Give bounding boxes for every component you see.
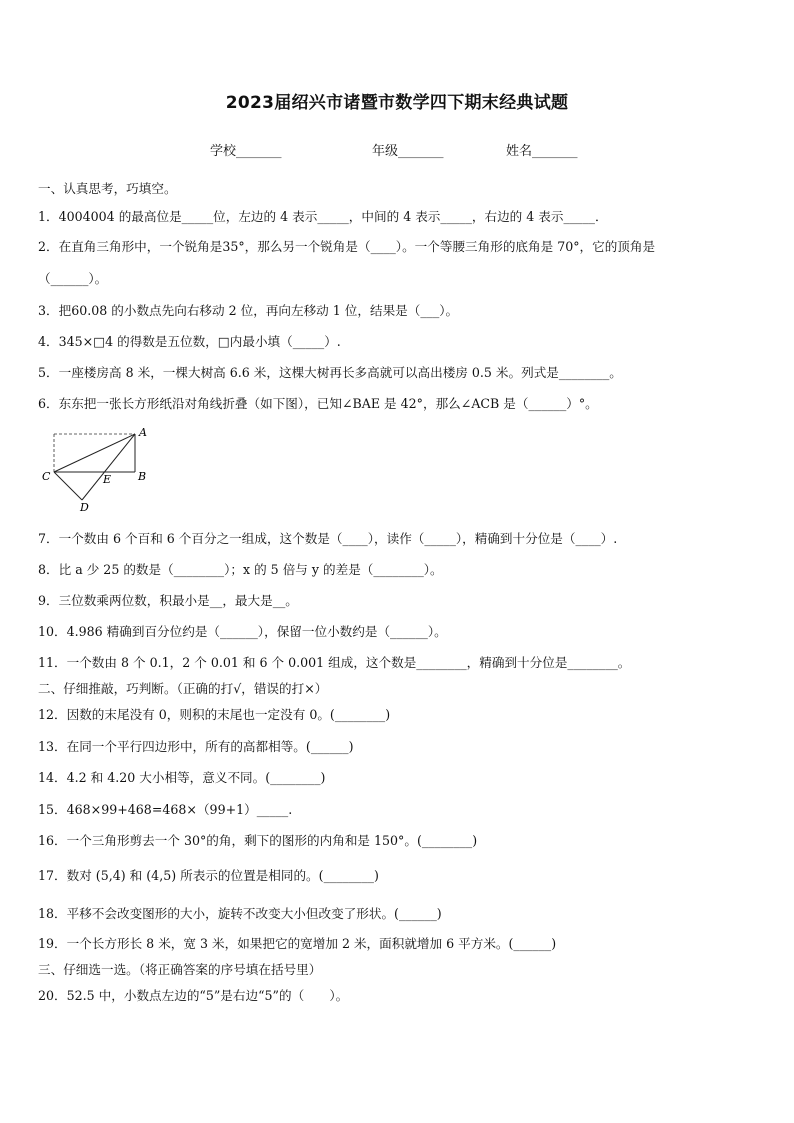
question-12: 12．因数的末尾没有 0，则积的末尾也一定没有 0。(________) [38, 707, 391, 722]
question-5: 5．一座楼房高 8 米，一棵大树高 6.6 米，这棵大树再长多高就可以高出楼房 0.5 米。列式是________。 [38, 365, 622, 380]
question-4: 4．345×□4 的得数是五位数，□内最小填（_____）. [38, 334, 341, 349]
question-3: 3．把60.08 的小数点先向右移动 2 位，再向左移动 1 位，结果是（___）。 [38, 303, 459, 318]
question-7: 7．一个数由 6 个百和 6 个百分之一组成，这个数是（____），读作（_____），精确到十分位是（____）. [38, 531, 618, 546]
grade-field: 年级_______ [372, 144, 444, 159]
question-1: 1．4004004 的最高位是_____位，左边的 4 表示_____，中间的 4 表示_____，右边的 4 表示_____． [38, 209, 608, 224]
folded-rectangle-figure [40, 424, 160, 514]
question-16: 16．一个三角形剪去一个 30°的角，剩下的图形的内角和是 150°。(________) [38, 833, 478, 848]
diagonal-ca [54, 434, 135, 472]
edge-da [82, 434, 135, 500]
question-8: 8．比 a 少 25 的数是（________）；x 的 5 倍与 y 的差是（________）。 [38, 562, 443, 577]
question-19: 19．一个长方形长 8 米，宽 3 米，如果把它的宽增加 2 米，面积就增加 6 平方米。(______) [38, 936, 557, 951]
section-3-heading: 三、仔细选一选。（将正确答案的序号填在括号里） [38, 962, 322, 977]
question-15: 15．468×99+468=468×（99+1）_____. [38, 802, 293, 817]
section-1-heading: 一、认真思考，巧填空。 [38, 181, 177, 196]
question-18: 18．平移不会改变图形的大小，旋转不改变大小但改变了形状。(______) [38, 906, 442, 921]
question-17: 17．数对 (5,4) 和 (4,5) 所表示的位置是相同的。(________) [38, 868, 379, 883]
label-d: D [80, 501, 89, 514]
question-20: 20．52.5 中，小数点左边的“5”是右边“5”的（ ）。 [38, 988, 349, 1003]
question-11: 11．一个数由 8 个 0.1，2 个 0.01 和 6 个 0.001 组成，这个数是________，精确到十分位是________。 [38, 655, 631, 670]
label-c: C [42, 470, 51, 483]
edge-cd [54, 472, 82, 500]
section-2-heading: 二、仔细推敲，巧判断。（正确的打√，错误的打×） [38, 681, 328, 696]
question-6: 6．东东把一张长方形纸沿对角线折叠（如下图），已知∠BAE 是 42°，那么∠ACB 是（______）°。 [38, 396, 598, 411]
question-13: 13．在同一个平行四边形中，所有的高都相等。(______) [38, 739, 354, 754]
label-e: E [103, 473, 112, 486]
question-2: 2．在直角三角形中，一个锐角是35°，那么另一个锐角是（____）。一个等腰三角形的底角是 70°，它的顶角是 [38, 239, 656, 254]
label-b: B [138, 470, 147, 483]
question-14: 14．4.2 和 4.20 大小相等，意义不同。(________) [38, 770, 326, 785]
question-9: 9．三位数乘两位数，积最小是__，最大是__。 [38, 593, 298, 608]
question-10: 10．4.986 精确到百分位约是（______），保留一位小数约是（______）。 [38, 624, 447, 639]
school-field: 学校_______ [210, 144, 282, 159]
label-a: A [139, 426, 147, 439]
question-2-continued: （______）。 [38, 271, 108, 286]
page-title: 2023届绍兴市诸暨市数学四下期末经典试题 [225, 93, 569, 113]
name-field: 姓名_______ [506, 144, 578, 159]
